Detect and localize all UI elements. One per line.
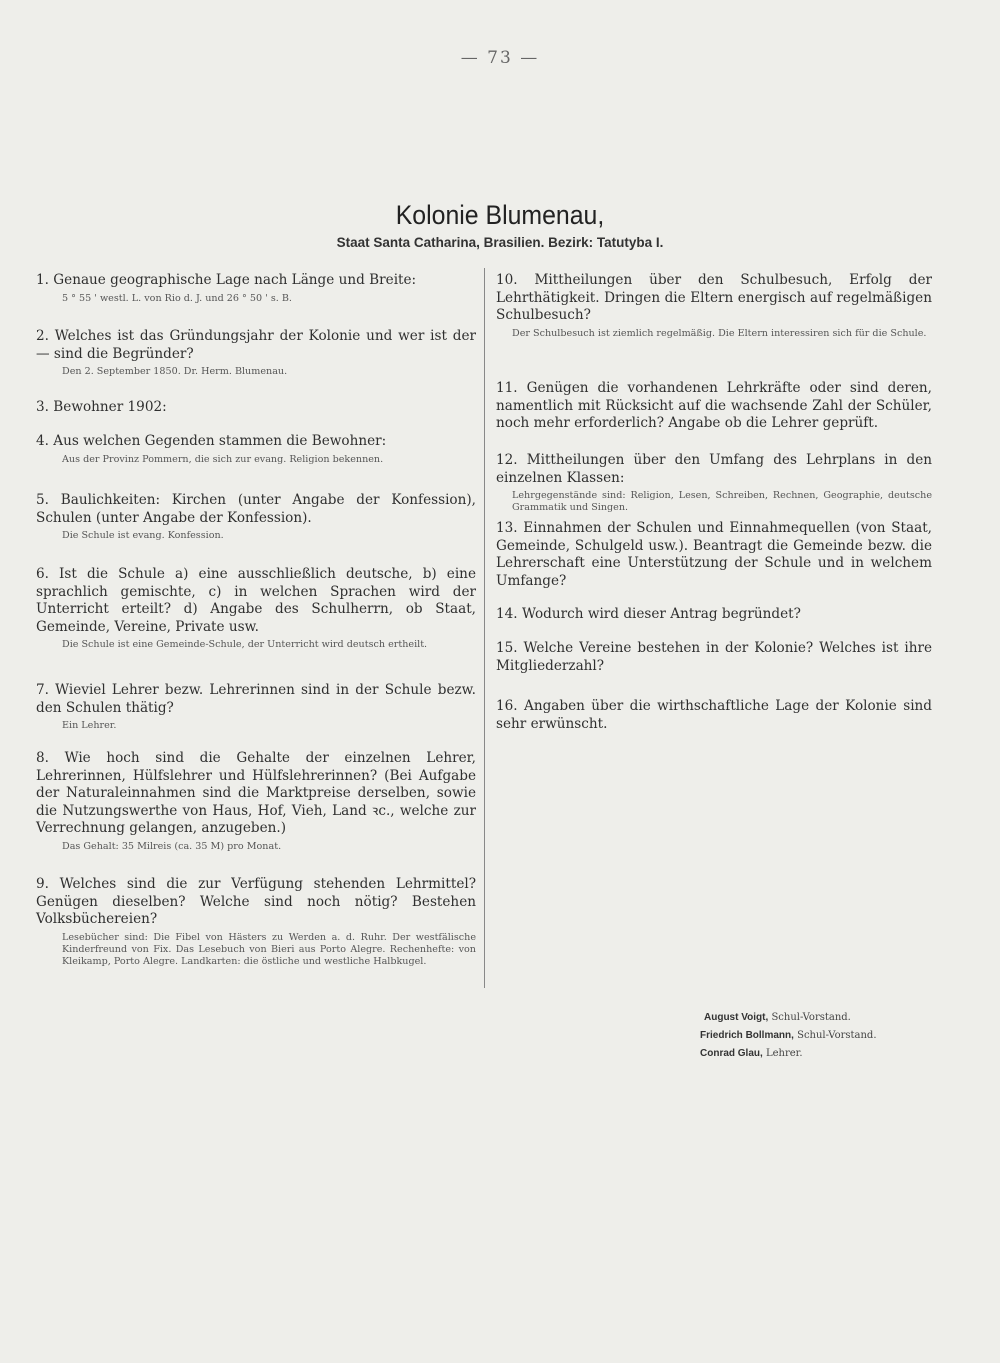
question-text: 5. Baulichkeiten: Kirchen (unter Angabe der Konfession), Schulen (unter Angabe der Konfession). [36,492,476,526]
question-item [496,272,932,340]
answer-text: Aus der Provinz Pommern, die sich zur evang. Religion bekennen. [62,453,384,465]
question-item [496,698,932,733]
question-text: 8. Wie hoch sind die Gehalte der einzelnen Lehrer, Lehrerinnen, Hülfslehrer und Hülfslehrerinnen? (Bei Aufgabe der Naturaleinnahmen sind die Marktpreise derselben, sowie die Nutzungswerthe von Haus, Hof, Vieh, Land ꝛc., welche zur Verrechnung gelangen, anzugeben.) [36,750,476,836]
question-text: 9. Welches sind die zur Verfügung stehenden Lehrmittel? Genügen dieselben? Welche sind noch nötig? Bestehen Volksbüchereien? [36,876,476,927]
column-divider [484,268,485,988]
page-number: — 73 — [460,48,540,68]
question-item [496,606,932,624]
question-item [36,750,476,853]
answer-text: Die Schule ist eine Gemeinde-Schule, der Unterricht wird deutsch ertheilt. [62,639,428,650]
answer-text: Der Schulbesuch ist ziemlich regelmäßig. Die Eltern interessiren sich für die Schule. [512,327,927,339]
question-text: 3. Bewohner 1902: [36,399,167,415]
signer-name: Friedrich Bollmann, [700,1030,794,1041]
answer-text: Lehrgegenstände sind: Religion, Lesen, Schreiben, Rechnen, Geographie, deutsche Grammatik und Singen. [512,490,932,513]
question-item [36,682,476,732]
answer-text: 5 ° 55 ' westl. L. von Rio d. J. und 26 ° 50 ' s. B. [62,292,292,304]
signer-role: Lehrer. [765,1048,803,1059]
signer-role: Schul-Vorstand. [797,1030,877,1041]
question-text: 16. Angaben über die wirthschaftliche Lage der Kolonie sind sehr erwünscht. [496,698,932,732]
question-text: 1. Genaue geographische Lage nach Länge und Breite: [36,272,417,288]
signature-line [700,1046,803,1062]
question-item [36,566,476,651]
signature-line [704,1010,851,1026]
question-item [36,272,476,305]
question-item [36,399,476,417]
question-text: 10. Mittheilungen über den Schulbesuch, Erfolg der Lehrthätigkeit. Dringen die Eltern energisch auf regelmäßigen Schulbesuch? [496,272,932,323]
question-text: 4. Aus welchen Gegenden stammen die Bewohner: [36,433,387,449]
question-item [496,640,932,675]
signer-role: Schul-Vorstand. [771,1012,851,1023]
document-subtitle: Staat Santa Catharina, Brasilien. Bezirk: Tatutyba I. [336,235,664,250]
question-item [36,876,476,968]
answer-text: Den 2. September 1850. Dr. Herm. Blumenau. [62,366,288,377]
question-text: 15. Welche Vereine bestehen in der Kolonie? Welches ist ihre Mitgliederzahl? [496,640,932,674]
answer-text: Lesebücher sind: Die Fibel von Hästers zu Werden a. d. Ruhr. Der westfälische Kinderfreund von Fix. Das Lesebuch von Bieri aus Porto Alegre. Rechenhefte: von Kleikamp, Porto Alegre. Landkarten: die östliche und westliche Halbkugel. [62,931,476,967]
question-text: 11. Genügen die vorhandenen Lehrkräfte oder sind deren, namentlich mit Rücksicht auf die wachsende Zahl der Schüler, noch mehr erforderlich? Angabe ob die Lehrer geprüft. [496,380,932,431]
signature-line [700,1028,877,1044]
document-title: Kolonie Blumenau, [395,200,605,230]
signer-name: Conrad Glau, [700,1048,763,1059]
answer-text: Ein Lehrer. [62,720,117,731]
question-text: 2. Welches ist das Gründungsjahr der Kolonie und wer ist der — sind die Begründer? [36,328,476,362]
question-text: 14. Wodurch wird dieser Antrag begründet? [496,606,801,622]
question-text: 12. Mittheilungen über den Umfang des Lehrplans in den einzelnen Klassen: [496,452,932,486]
answer-text: Das Gehalt: 35 Milreis (ca. 35 M) pro Monat. [62,840,282,852]
question-text: 13. Einnahmen der Schulen und Einnahmequellen (von Staat, Gemeinde, Schulgeld usw.). Beantragt die Gemeinde bezw. die Lehrerschaft eine Unterstützung der Schule und in welchem Umfange? [496,520,932,589]
question-item [36,328,476,378]
question-text: 7. Wieviel Lehrer bezw. Lehrerinnen sind in der Schule bezw. den Schulen thätig? [36,682,476,716]
question-item [36,492,476,542]
question-text: 6. Ist die Schule a) eine ausschließlich deutsche, b) eine sprachlich gemischte, c) in welchen Sprachen wird der Unterricht erteilt? d) Angabe des Schulherrn, ob Staat, Gemeinde, Vereine, Private usw. [36,566,476,635]
answer-text: Die Schule ist evang. Konfession. [62,530,224,541]
question-item [496,380,932,433]
signer-name: August Voigt, [704,1012,769,1023]
question-item [496,520,932,590]
question-item [496,452,932,514]
question-item [36,433,476,466]
